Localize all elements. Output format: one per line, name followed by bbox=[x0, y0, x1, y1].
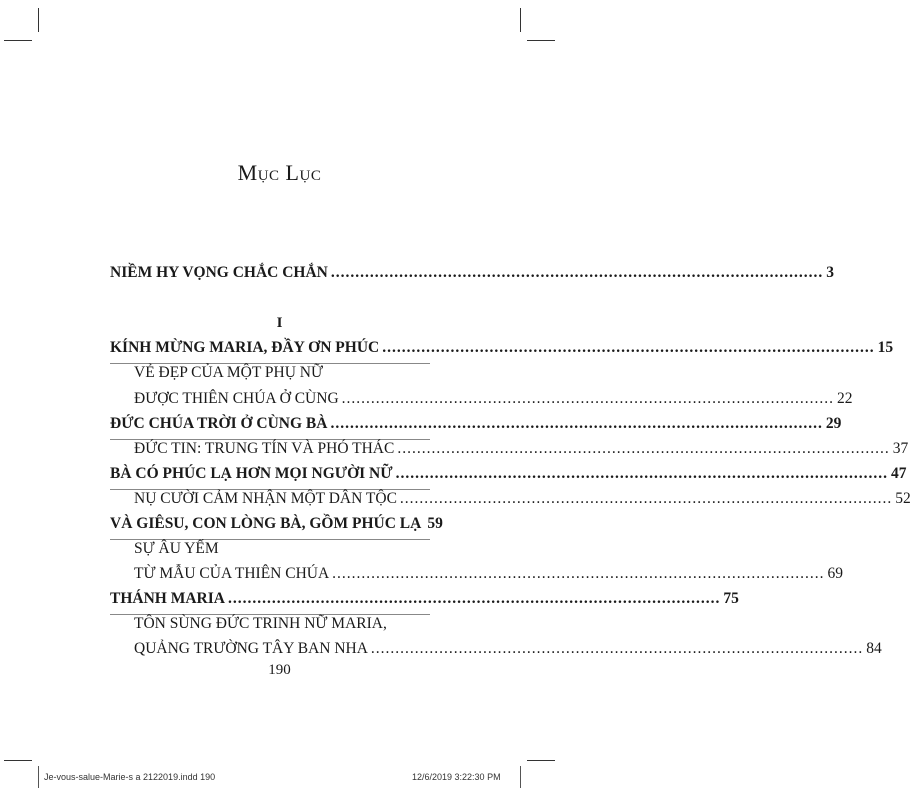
crop-mark bbox=[520, 8, 521, 32]
crop-mark bbox=[4, 760, 32, 761]
toc-leader: ..................................................................................................... bbox=[399, 490, 893, 507]
slug-filename: Je-vous-salue-Marie-s a 2122019.indd 190 bbox=[44, 772, 216, 782]
toc-subentry bbox=[134, 390, 853, 416]
toc-subentry bbox=[134, 440, 909, 466]
toc-entry-label: NỤ CƯỜI CẢM NHẬN MỘT DÂN TỘC bbox=[134, 490, 397, 507]
toc-leader: ..................................................................................................... bbox=[330, 264, 824, 281]
toc-entry bbox=[110, 515, 443, 541]
toc-entry-label: THÁNH MARIA bbox=[110, 590, 225, 607]
toc-entry-label: TỪ MẪU CỦA THIÊN CHÚA bbox=[134, 565, 330, 582]
slug-divider bbox=[38, 766, 39, 788]
toc-entry-label: SỰ ÂU YẾM bbox=[134, 540, 219, 557]
page-number: 190 bbox=[268, 662, 291, 678]
toc-leader: ..................................................................................................... bbox=[397, 440, 890, 457]
toc-entry bbox=[110, 590, 739, 616]
toc-entry-page: 3 bbox=[826, 264, 834, 281]
toc-entry-label: ĐỨC TIN: TRUNG TÍN VÀ PHÓ THÁC bbox=[134, 440, 395, 457]
toc-entry bbox=[110, 264, 834, 290]
toc-entry-page: 29 bbox=[825, 415, 842, 432]
toc-leader: ..................................................................................................... bbox=[370, 640, 864, 657]
toc-entry bbox=[110, 339, 894, 365]
toc-entry-label: VÀ GIÊSU, CON LÒNG BÀ, GỒM PHÚC LẠ bbox=[110, 515, 422, 532]
toc-entry bbox=[110, 465, 907, 491]
toc-entry-page: 59 bbox=[427, 515, 443, 532]
toc-entry-page: 37 bbox=[892, 440, 909, 457]
toc-leader: ..................................................................................................... bbox=[330, 415, 823, 432]
section-numeral: I bbox=[276, 315, 283, 331]
toc-entry-page: 75 bbox=[723, 590, 739, 607]
toc-entry-label: KÍNH MỪNG MARIA, ĐẦY ƠN PHÚC bbox=[110, 339, 380, 356]
toc-leader: ..................................................................................................... bbox=[227, 590, 721, 607]
toc-entry-page: 47 bbox=[890, 465, 907, 482]
toc-entry-page: 52 bbox=[895, 490, 911, 507]
toc-entry-label: NIỀM HY VỌNG CHẮC CHẮN bbox=[110, 264, 328, 281]
slug-timestamp: 12/6/2019 3:22:30 PM bbox=[412, 772, 501, 782]
toc-entry bbox=[110, 415, 842, 441]
toc-entry-label: QUẢNG TRƯỜNG TÂY BAN NHA bbox=[134, 640, 368, 657]
toc-entry-label: ĐƯỢC THIÊN CHÚA Ở CÙNG bbox=[134, 390, 339, 407]
toc-leader: ..................................................................................................... bbox=[382, 339, 875, 356]
toc-leader: ..................................................................................................... bbox=[341, 390, 835, 407]
toc-leader: ..................................................................................................... bbox=[395, 465, 888, 482]
toc-entry-label: BÀ CÓ PHÚC LẠ HƠN MỌI NGƯỜI NỮ bbox=[110, 465, 393, 482]
slug-divider bbox=[520, 766, 521, 788]
toc-subentry bbox=[134, 540, 430, 566]
toc-subentry bbox=[134, 490, 911, 516]
crop-mark bbox=[38, 8, 39, 32]
toc-subentry bbox=[134, 615, 430, 641]
crop-mark bbox=[4, 40, 32, 41]
crop-mark bbox=[527, 40, 555, 41]
toc-entry-label: ĐỨC CHÚA TRỜI Ở CÙNG BÀ bbox=[110, 415, 328, 432]
toc-leader: ..................................................................................................... bbox=[332, 565, 825, 582]
page-title: Mục Lục bbox=[237, 160, 322, 185]
toc-entry-page: 84 bbox=[866, 640, 882, 657]
toc-entry-page: 15 bbox=[877, 339, 894, 356]
toc-entry-label: TÔN SÙNG ĐỨC TRINH NỮ MARIA, bbox=[134, 615, 387, 632]
crop-mark bbox=[527, 760, 555, 761]
toc-subentry bbox=[134, 364, 430, 390]
toc-entry-page: 69 bbox=[827, 565, 844, 582]
toc-subentry bbox=[134, 565, 844, 591]
toc-entry-page: 22 bbox=[837, 390, 853, 407]
toc-entry-label: VẺ ĐẸP CỦA MỘT PHỤ NỮ bbox=[134, 364, 324, 381]
